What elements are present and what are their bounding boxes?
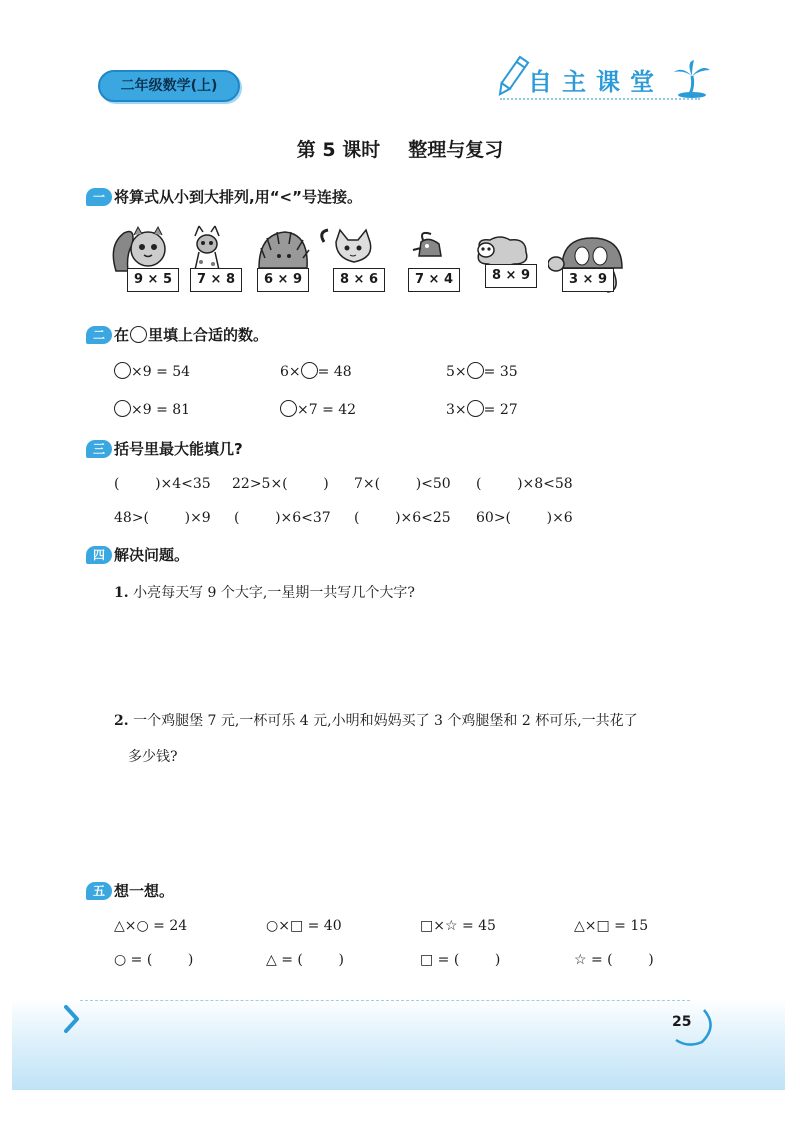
goat-icon — [405, 230, 455, 272]
circle-blank[interactable] — [280, 400, 297, 417]
section-badge-2: 二 — [86, 326, 112, 344]
max-fill-7[interactable]: ( )×6<25 — [354, 510, 451, 526]
circle-eq-3: 5× = 35 — [446, 364, 518, 380]
think-answer-2[interactable]: △ = ( ) — [266, 952, 344, 968]
max-fill-6[interactable]: ( )×6<37 — [234, 510, 331, 526]
think-eq-2: ○×□ = 40 — [266, 918, 342, 934]
circle-blank-icon — [130, 326, 147, 343]
max-fill-3[interactable]: 7×( )<50 — [354, 476, 451, 492]
animal-card-6: 8 × 9 — [485, 264, 537, 288]
palm-tree-icon — [672, 58, 712, 98]
lesson-name: 整理与复习 — [408, 139, 504, 161]
problem-1 — [114, 582, 415, 602]
pencil-icon — [492, 54, 532, 100]
deer-icon — [185, 222, 235, 272]
think-eq-3: □×☆ = 45 — [420, 918, 496, 934]
instruction-before: 在 — [114, 326, 130, 344]
problem-text: 小亮每天写 9 个大字,一星期一共写几个大字? — [133, 585, 415, 601]
problem-number: 1. — [114, 585, 129, 601]
problem-2 — [114, 710, 638, 730]
grade-badge — [98, 70, 240, 102]
section-instruction-1: 将算式从小到大排列,用“<”号连接。 — [114, 188, 362, 206]
problem-number: 2. — [114, 713, 129, 729]
circle-eq-5: ×7 = 42 — [280, 400, 356, 418]
header-divider — [500, 98, 700, 100]
lesson-title — [0, 135, 800, 162]
think-answer-4[interactable]: ☆ = ( ) — [574, 952, 654, 968]
section-badge-5: 五 — [86, 882, 112, 900]
brand-title: 自主课堂 — [528, 68, 664, 96]
think-answer-3[interactable]: □ = ( ) — [420, 952, 501, 968]
grade-label: 二年级数学(上) — [120, 78, 218, 94]
section-instruction-3: 括号里最大能填几? — [114, 440, 243, 458]
lesson-number: 第 5 课时 — [296, 139, 381, 161]
circle-blank[interactable] — [467, 400, 484, 417]
max-fill-4[interactable]: ( )×8<58 — [476, 476, 573, 492]
chevron-right-icon — [62, 1004, 82, 1034]
circle-blank[interactable] — [301, 362, 318, 379]
max-fill-1[interactable]: ( )×4<35 — [114, 476, 211, 492]
animal-card-1: 9 × 5 — [127, 268, 179, 292]
circle-eq-6: 3× = 27 — [446, 402, 518, 418]
circle-blank[interactable] — [467, 362, 484, 379]
max-fill-8[interactable]: 60>( )×6 — [476, 510, 573, 526]
hedgehog-icon — [255, 228, 311, 272]
footer-divider — [80, 1000, 690, 1001]
section-instruction-2 — [114, 324, 268, 345]
circle-eq-1: ×9 = 54 — [114, 362, 190, 380]
section-badge-3: 三 — [86, 440, 112, 458]
problem-2-continued: 多少钱? — [128, 749, 178, 765]
instruction-after: 里填上合适的数。 — [148, 326, 269, 344]
cat-icon — [318, 228, 378, 272]
think-eq-1: △×○ = 24 — [114, 918, 188, 934]
section-badge-1: 一 — [86, 188, 112, 206]
circle-blank[interactable] — [114, 400, 131, 417]
animal-card-5: 7 × 4 — [408, 268, 460, 292]
max-fill-2[interactable]: 22>5×( ) — [232, 476, 329, 492]
section-badge-4: 四 — [86, 546, 112, 564]
max-fill-5[interactable]: 48>( )×9 — [114, 510, 211, 526]
section-instruction-5: 想一想。 — [114, 882, 175, 900]
circle-eq-2: 6× = 48 — [280, 364, 352, 380]
animal-card-4: 8 × 6 — [333, 268, 385, 292]
section-instruction-4: 解决问题。 — [114, 546, 190, 564]
animal-card-2: 7 × 8 — [190, 268, 242, 292]
circle-eq-4: ×9 = 81 — [114, 400, 190, 418]
think-eq-4: △×□ = 15 — [574, 918, 649, 934]
circle-blank[interactable] — [114, 362, 131, 379]
problem-text: 一个鸡腿堡 7 元,一杯可乐 4 元,小明和妈妈买了 3 个鸡腿堡和 2 杯可乐,一共花了 — [133, 713, 638, 729]
think-answer-1[interactable]: ○ = ( ) — [114, 952, 194, 968]
animal-card-7: 3 × 9 — [562, 268, 614, 292]
page-number: 25 — [672, 1014, 692, 1030]
animal-card-3: 6 × 9 — [257, 268, 309, 292]
